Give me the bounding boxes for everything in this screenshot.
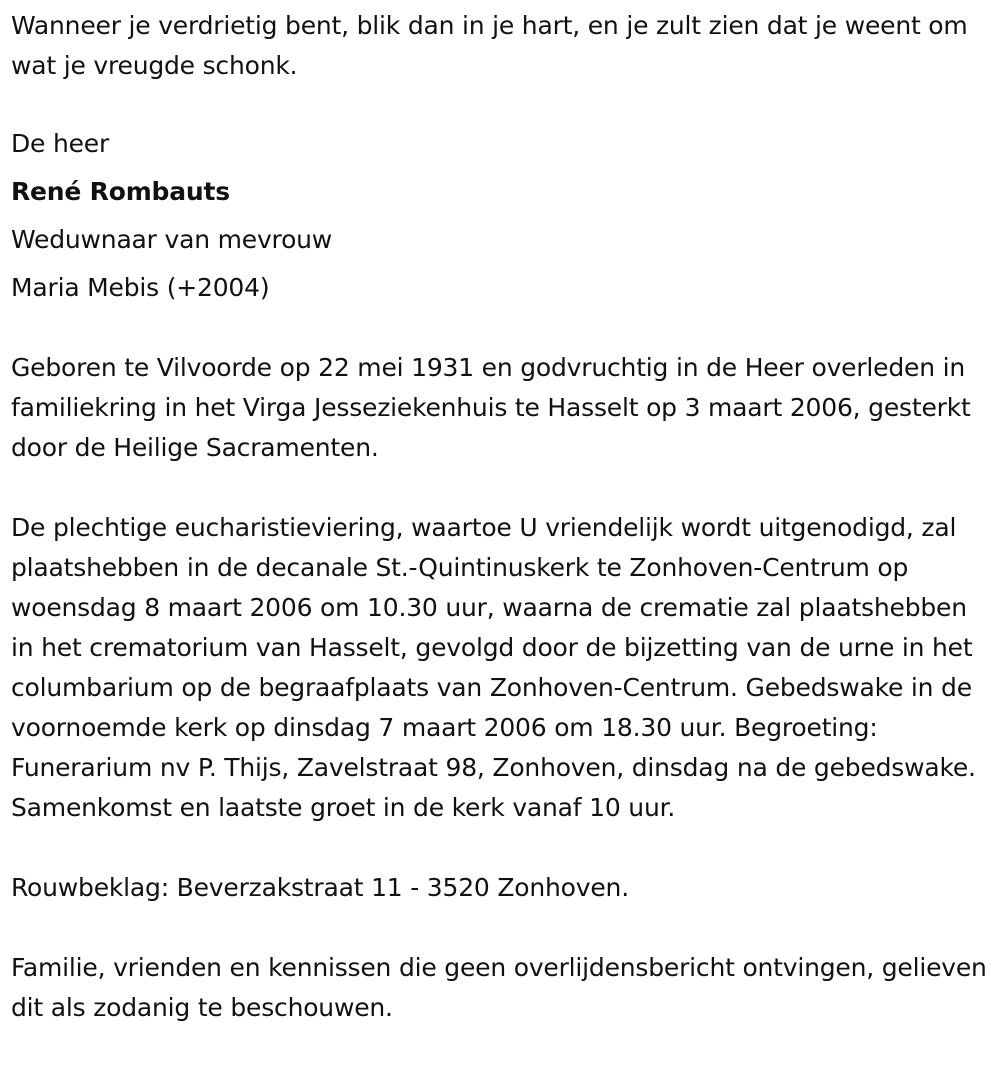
widower-line: Weduwnaar van mevrouw (11, 225, 333, 254)
salutation: De heer (11, 129, 110, 158)
condolence-address: Rouwbeklag: Beverzakstraat 11 - 3520 Zonhoven. (11, 873, 629, 902)
spouse-name: Maria Mebis (+2004) (11, 273, 270, 302)
deceased-name: René Rombauts (11, 177, 230, 206)
closing-note: Familie, vrienden en kennissen die geen overlijdensbericht ontvingen, gelieven dit als zodanig te beschouwen. (11, 953, 987, 1022)
obituary-document (11, 6, 996, 1028)
opening-quote: Wanneer je verdrietig bent, blik dan in je hart, en je zult zien dat je weent om wat je vreugde schonk. (11, 11, 968, 80)
ceremony-paragraph: De plechtige eucharistieviering, waartoe U vriendelijk wordt uitgenodigd, zal plaatshebben in de decanale St.-Quintinuskerk te Zonhoven-Centrum op woensdag 8 maart 2006 om 10.30 uur, waarna de crematie zal plaatshebben in het crematorium van Hasselt, gevolgd door de bijzetting van de urne in het columbarium op de begraafplaats van Zonhoven-Centrum. Gebedswake in de voornoemde kerk op dinsdag 7 maart 2006 om 18.30 uur. Begroeting: Funerarium nv P. Thijs, Zavelstraat 98, Zonhoven, dinsdag na de gebedswake. Samenkomst en laatste groet in de kerk vanaf 10 uur. (11, 513, 976, 822)
birth-death-paragraph: Geboren te Vilvoorde op 22 mei 1931 en godvruchtig in de Heer overleden in familiekring in het Virga Jesseziekenhuis te Hasselt op 3 maart 2006, gesterkt door de Heilige Sacramenten. (11, 353, 971, 462)
